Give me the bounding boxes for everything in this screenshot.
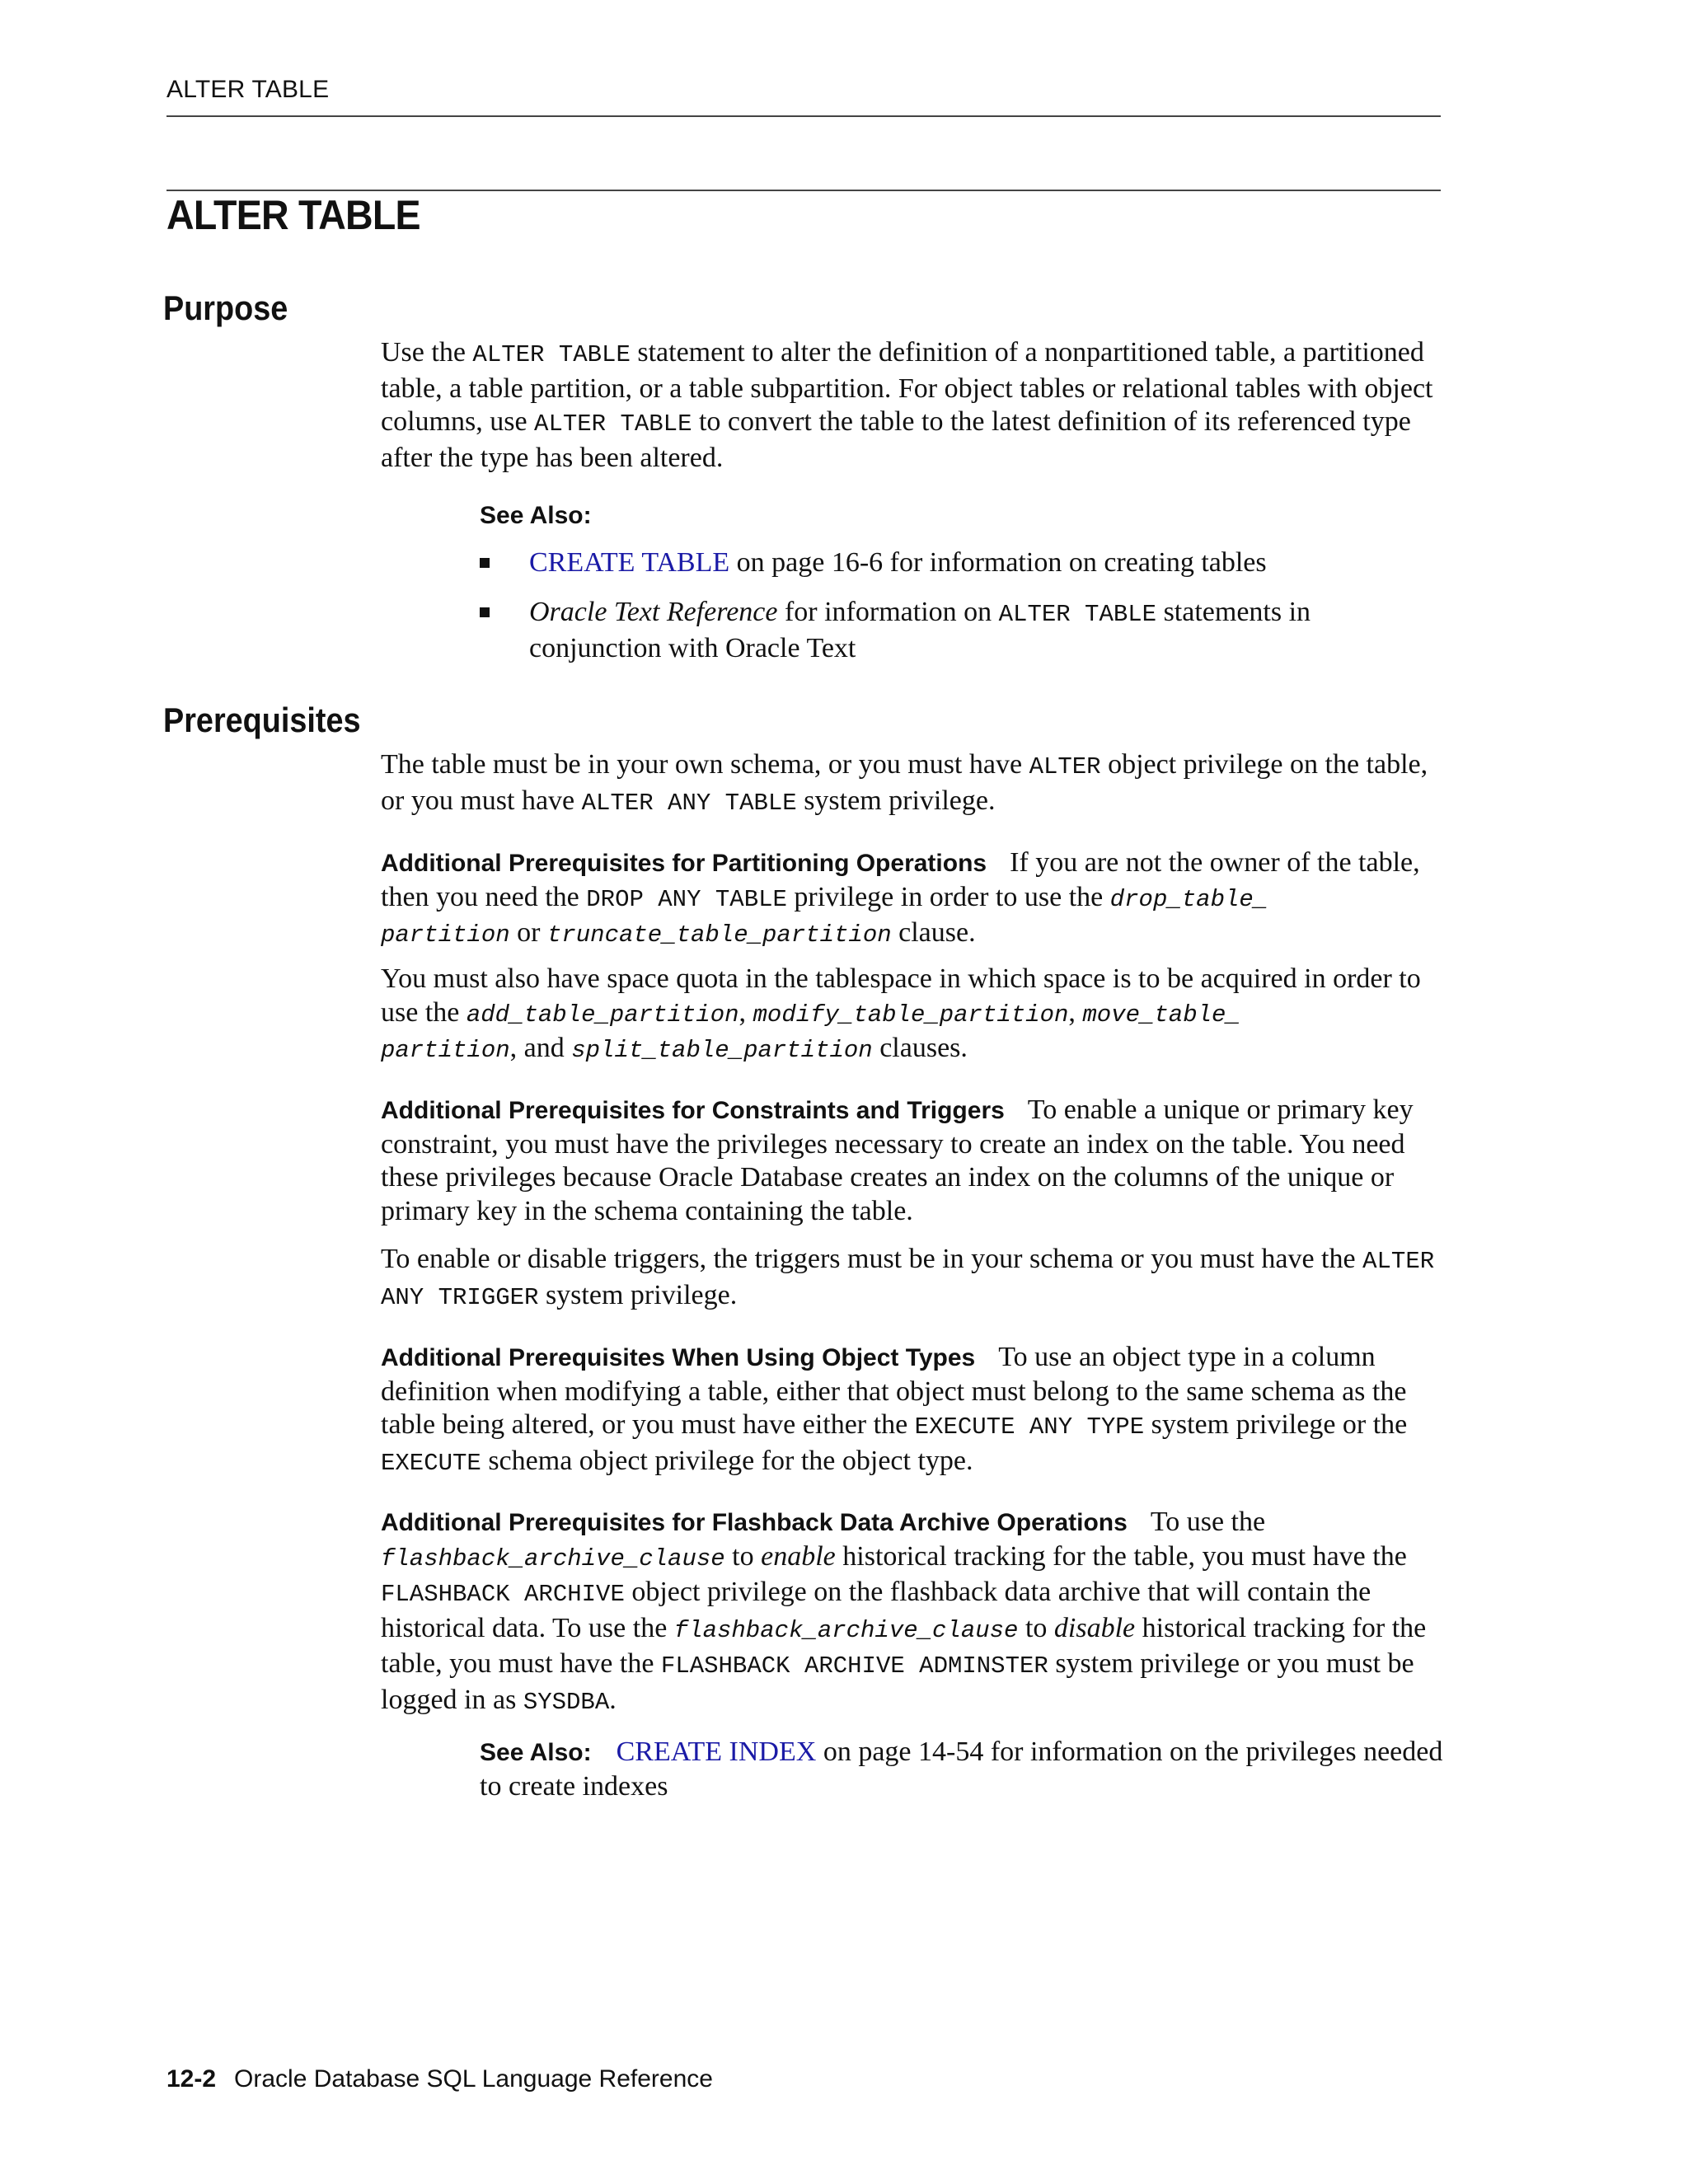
page-footer bbox=[166, 2065, 713, 2093]
purpose-see-also bbox=[480, 499, 1444, 665]
header-rule bbox=[166, 115, 1441, 117]
constraints-paragraph: Additional Prerequisites for Constraints and Triggers To enable a unique or primary key constraint, you must have the privileges necessary to create an index on the table. You need these privileges because Oracle Database creates an index on the columns of the unique or primary key in the schema containing the table. bbox=[381, 1094, 1414, 1226]
partitioning-runin-heading: Additional Prerequisites for Partitioning Operations bbox=[381, 850, 987, 877]
object-types-paragraph: Additional Prerequisites When Using Object Types To use an object type in a column definition when modifying a table, either that object must belong to the same schema as the table being altered, or you must have either the EXECUTE ANY TYPE system privilege or the EXECUTE schema object privilege for the object type. bbox=[381, 1342, 1408, 1477]
partitioning-paragraph: Additional Prerequisites for Partitioning Operations If you are not the owner of the table, then you need the DROP ANY TABLE privilege in order to use the drop_table_ partition or truncate_table_partition clause. bbox=[381, 847, 1420, 949]
space-quota-paragraph: You must also have space quota in the tablespace in which space is to be acquired in order to use the add_table_partition, modify_table_partition, move_table_ partition, and split_table_partition clauses. bbox=[381, 963, 1421, 1065]
see-also-label: See Also: bbox=[480, 1739, 592, 1766]
page-title: ALTER TABLE bbox=[166, 192, 420, 238]
purpose-paragraph: Use the ALTER TABLE statement to alter the definition of a nonpartitioned table, a partitioned table, a table partition, or a table subpartition. For object tables or relational tables with object columns, use ALTER TABLE to convert the table to the latest definition of its referenced type after the type has been altered. bbox=[381, 337, 1433, 473]
page-number: 12-2 bbox=[166, 2065, 217, 2093]
bullet-icon bbox=[480, 558, 490, 568]
see-also-label: See Also: bbox=[480, 502, 592, 529]
flashback-paragraph: Additional Prerequisites for Flashback Data Archive Operations To use the flashback_archive_clause to enable historical tracking for the table, you must have the FLASHBACK ARCHIVE object privilege on the flashback data archive that will contain the historical data. To use the flashback_archive_clause to disable historical tracking for the table, you must have the FLASHBACK ARCHIVE ADMINSTER system privilege or you must be logged in as SYSDBA. bbox=[381, 1507, 1427, 1716]
book-title: Oracle Database SQL Language Reference bbox=[234, 2065, 713, 2093]
running-header: ALTER TABLE bbox=[166, 76, 330, 103]
triggers-paragraph: To enable or disable triggers, the triggers must be in your schema or you must have the ALTER ANY TRIGGER system privilege. bbox=[381, 1244, 1435, 1311]
object-types-runin-heading: Additional Prerequisites When Using Object Types bbox=[381, 1344, 976, 1371]
prerequisites-heading: Prerequisites bbox=[163, 701, 361, 739]
list-item: CREATE TABLE on page 16-6 for information on creating tables bbox=[480, 546, 1444, 580]
list-item: Oracle Text Reference for information on ALTER TABLE statements in conjunction with Oracle Text bbox=[480, 596, 1444, 665]
create-index-link[interactable]: CREATE INDEX bbox=[616, 1736, 817, 1767]
prerequisites-see-also: See Also: CREATE INDEX on page 14-54 for information on the privileges needed to create indexes bbox=[480, 1736, 1443, 1802]
prerequisites-paragraph: The table must be in your own schema, or you must have ALTER object privilege on the table, or you must have ALTER ANY TABLE system privilege. bbox=[381, 749, 1428, 817]
flashback-runin-heading: Additional Prerequisites for Flashback Data Archive Operations bbox=[381, 1509, 1128, 1536]
bullet-icon bbox=[480, 607, 490, 617]
create-table-link[interactable]: CREATE TABLE bbox=[529, 546, 730, 578]
purpose-heading: Purpose bbox=[163, 288, 288, 327]
constraints-runin-heading: Additional Prerequisites for Constraints and Triggers bbox=[381, 1097, 1005, 1124]
